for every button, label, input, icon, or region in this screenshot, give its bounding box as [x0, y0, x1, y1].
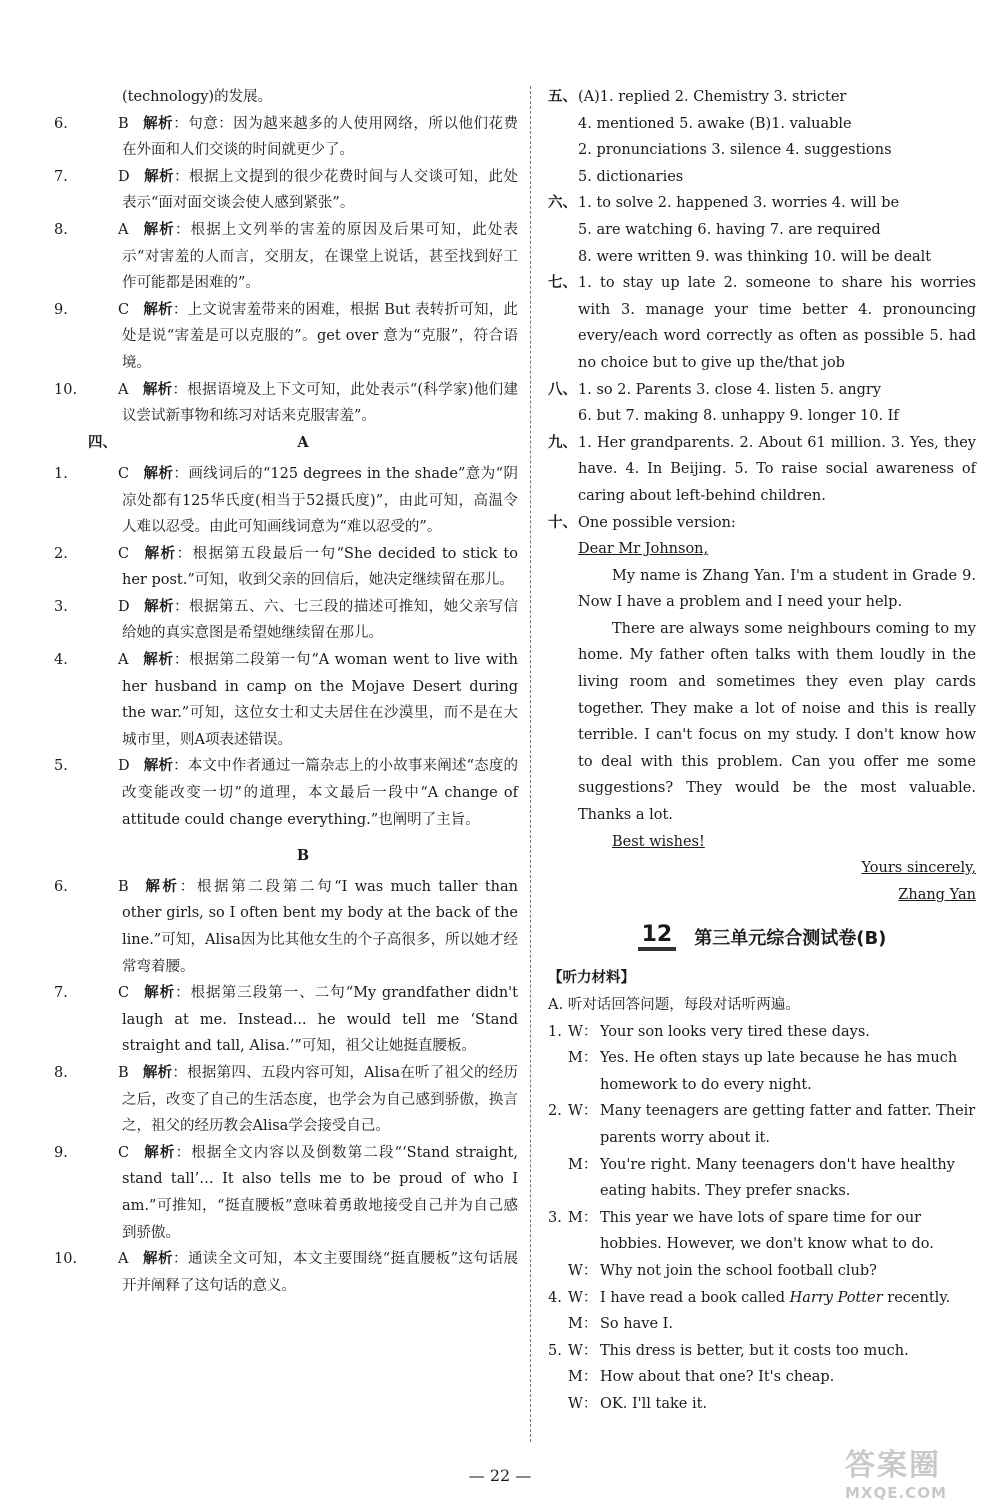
dialogue-text: This year we have lots of spare time for our hobbies. However, we don't know what to do. [600, 1209, 934, 1253]
answer-choice: C [118, 545, 130, 562]
letter-greeting: Dear Mr Johnson, [578, 541, 709, 558]
dialogue-text: OK. I'll take it. [600, 1395, 708, 1412]
section9 [548, 430, 976, 510]
speaker-label: W： [568, 1342, 598, 1359]
essay-intro: One possible version: [578, 514, 736, 531]
answer-number: 8. [54, 221, 68, 238]
answer-number: 9. [54, 301, 68, 318]
watermark-url: MXQE.COM [845, 1484, 947, 1502]
answer-number: 7. [54, 168, 68, 185]
answer-item [88, 84, 518, 111]
answer-choice: C [118, 465, 130, 482]
dialogue-text: So have I. [600, 1316, 673, 1333]
answer-number: 5. [54, 758, 68, 775]
section7-label: 七、 [548, 274, 577, 292]
answer-item [54, 1140, 518, 1246]
dialogue-number [548, 1045, 568, 1098]
answer-choice: A [118, 221, 129, 238]
dialogue-line [548, 1205, 976, 1258]
answer-text: ：根据全文内容以及倒数第二段“‘Stand straight, stand tall’… It also tells me to be proud of who I am.”可推知，“挺直腰板”意味着勇敢地接受自己并为自己感到骄傲。 [122, 1144, 518, 1241]
answer-item [54, 217, 519, 297]
answer-item [54, 753, 518, 833]
answer-text: ：根据第五、六、七三段的描述可推知，她父亲写信给她的真实意图是希望她继续留在那儿。 [122, 598, 519, 642]
dialogue-number [548, 1364, 568, 1391]
section6-line: 8. were written 9. was thinking 10. will be dealt [578, 248, 932, 265]
answer-choice: A [118, 652, 129, 669]
speaker-label: M： [568, 1316, 598, 1333]
listening-header: 【听力材料】 [548, 970, 635, 987]
section5 [548, 84, 976, 190]
test-number-badge: 12 [638, 922, 677, 951]
letter-signoff: Yours sincerely, [861, 860, 976, 877]
explanation-label: 解析 [142, 1063, 173, 1081]
answer-item [54, 647, 519, 753]
answer-text: ：根据第二段第二句“I was much taller than other girls, so I often bent my body at the back of the line.”可知，Alisa因为比其他女生的个子高很多，所以她才经常弯着腰。 [122, 878, 519, 975]
dialogue-line [548, 1152, 976, 1205]
answer-item [54, 874, 519, 980]
part-a-answers [54, 461, 519, 833]
answer-choice: A [118, 381, 129, 398]
dialogue-text: Your son looks very tired these days. [600, 1023, 870, 1040]
page-number: — 22 — [468, 1466, 532, 1485]
dialogue-number [548, 1258, 568, 1285]
section3-answers [54, 84, 519, 430]
answer-item [54, 461, 518, 541]
explanation-label: 解析 [142, 220, 175, 238]
test-title: 第三单元综合测试卷(B) [694, 927, 887, 949]
section6-line: 1. to solve 2. happened 3. worries 4. will be [578, 195, 900, 212]
dialogue-line [548, 1311, 976, 1338]
section8-label: 八、 [548, 380, 577, 398]
speaker-label: W： [568, 1395, 598, 1412]
explanation-label: 解析 [143, 544, 177, 562]
dialogue-text: Why not join the school football club? [600, 1262, 877, 1279]
dialogue-text: I have read a book called Harry Potter recently. [600, 1289, 951, 1306]
explanation-label: 解析 [142, 380, 173, 398]
explanation-label: 解析 [142, 877, 180, 895]
dialogue-number: 2. [548, 1103, 562, 1120]
explanation-label: 解析 [143, 757, 174, 775]
explanation-label: 解析 [143, 984, 176, 1002]
section4-label: 四、 [88, 433, 117, 451]
answer-item [54, 111, 519, 164]
dialogue-number: 5. [548, 1342, 562, 1359]
section7 [548, 270, 976, 376]
dialogue-number: 3. [548, 1209, 562, 1226]
answer-item [54, 377, 518, 430]
speaker-label: M： [568, 1209, 598, 1226]
section6-line: 5. are watching 6. having 7. are required [578, 221, 881, 238]
answer-text: ：句意：因为越来越多的人使用网络，所以他们花费在外面和人们交谈的时间就更少了。 [122, 115, 519, 159]
answer-choice: D [118, 168, 130, 185]
answer-number: 7. [54, 985, 68, 1002]
dialogue-line [548, 1019, 976, 1046]
listening-instruction: A. 听对话回答问题，每段对话听两遍。 [548, 997, 800, 1013]
section5-line: 4. mentioned 5. awake (B)1. valuable [578, 115, 852, 132]
part-b-answers [54, 874, 519, 1300]
answer-number: 2. [54, 545, 68, 562]
speaker-label: W： [568, 1103, 598, 1120]
dialogue-line [548, 1258, 976, 1285]
dialogue-number [548, 1152, 568, 1205]
explanation-label: 解析 [143, 464, 174, 482]
answer-text: ：根据语境及上下文可知，此处表示“(科学家)他们建议尝试新事物和练习对话来克服害羞”。 [122, 381, 518, 425]
section5-line: 2. pronunciations 3. silence 4. suggestions [578, 142, 892, 159]
answer-number: 4. [54, 652, 68, 669]
dialogue-text: You're right. Many teenagers don't have healthy eating habits. They prefer snacks. [600, 1156, 955, 1200]
section8-line: 1. so 2. Parents 3. close 4. listen 5. angry [578, 381, 882, 398]
section6-label: 六、 [548, 194, 577, 212]
answer-choice: B [118, 1064, 129, 1081]
section5-line: 5. dictionaries [578, 168, 684, 185]
answer-item [54, 1246, 519, 1299]
answer-item [54, 164, 519, 217]
answer-choice: C [118, 1144, 130, 1161]
dialogue-number [548, 1391, 568, 1418]
right-column [548, 84, 976, 1418]
answer-text: ：根据第四、五段内容可知，Alisa在听了祖父的经历之后，改变了自己的生活态度，也学会为自己感到骄傲，换言之，祖父的经历教会Alisa学会接受自己。 [122, 1064, 518, 1135]
test-heading [548, 922, 976, 951]
answer-item [54, 541, 518, 594]
answer-item [54, 980, 518, 1060]
answer-text: ：画线词后的“125 degrees in the shade”意为“阴凉处都有125华氏度(相当于52摄氏度)”，由此可知，高温令人难以忍受。由此可知画线词意为“难以忍受的”。 [122, 465, 518, 536]
dialogue-line [548, 1045, 976, 1098]
part-b-heading: B [296, 847, 310, 865]
speaker-label: W： [568, 1289, 598, 1306]
watermark-text: 答案圈 [845, 1448, 941, 1483]
answer-item [54, 297, 518, 377]
answer-text: ：根据第二段第一句“A woman went to live with her husband in camp on the Mojave Desert during the war.”可知，这位女士和丈夫居住在沙漠里，而不是在大城市里，则A项表述错误。 [122, 652, 519, 748]
answer-text: ：根据第三段第一、二句“My grandfather didn't laugh at me. Instead... he would tell me ‘Stand straight and tall, Alisa.’”可知，祖父让她挺直腰板。 [122, 985, 518, 1055]
left-column [54, 84, 519, 1299]
answer-number: 10. [54, 381, 78, 398]
letter-signature: Zhang Yan [898, 886, 976, 903]
explanation-label: 解析 [143, 167, 175, 185]
explanation-label: 解析 [142, 651, 174, 669]
section8-line: 6. but 7. making 8. unhappy 9. longer 10. If [578, 408, 899, 425]
dialogue-line [548, 1364, 976, 1391]
explanation-label: 解析 [143, 597, 175, 615]
dialogue-number: 1. [548, 1023, 562, 1040]
letter-closing: Best wishes! [612, 833, 705, 850]
speaker-label: W： [568, 1262, 598, 1279]
letter-paragraph: My name is Zhang Yan. I'm a student in Grade 9. Now I have a problem and I need your help. [578, 567, 976, 611]
answer-text: ：根据上文提到的很少花费时间与人交谈可知，此处表示“面对面交谈会使人感到紧张”。 [122, 168, 519, 212]
dialogue-text: This dress is better, but it costs too much. [600, 1342, 909, 1359]
answer-choice: A [118, 1251, 129, 1268]
explanation-label: 解析 [142, 114, 174, 132]
letter-paragraph: There are always some neighbours coming to my home. My father often talks with them loudly in the living room and sometimes they even play cards together. They make a lot of noise and this is really terrible. I can't focus on my study. I don't know how to deal with this problem. Can you offer me some suggestions? They would be the most valuable. Thanks a lot. [578, 620, 976, 824]
answer-number: 10. [54, 1251, 78, 1268]
watermark-logo [845, 1440, 985, 1504]
speaker-label: M： [568, 1050, 598, 1067]
dialogue-line [548, 1391, 976, 1418]
answer-item [54, 1060, 518, 1140]
answer-choice: C [118, 301, 130, 318]
explanation-label: 解析 [143, 1143, 176, 1161]
answer-number: 6. [54, 878, 68, 895]
answer-number: 3. [54, 598, 68, 615]
answer-number: 6. [54, 115, 68, 132]
dialogue-line [548, 1285, 976, 1312]
section5-label: 五、 [548, 88, 577, 105]
section9-label: 九、 [548, 433, 577, 451]
dialogue-text: How about that one? It's cheap. [600, 1369, 835, 1386]
section10-label: 十、 [548, 513, 577, 531]
dialogue-line [548, 1338, 976, 1365]
column-divider [530, 86, 531, 1442]
answer-choice: B [118, 115, 129, 132]
answer-text: ：根据上文列举的害羞的原因及后果可知，此处表示“对害羞的人而言，交朋友，在课堂上说话，甚至找到好工作可能都是困难的”。 [122, 221, 519, 292]
speaker-label: M： [568, 1156, 598, 1173]
answer-number: 9. [54, 1144, 68, 1161]
answer-number: 8. [54, 1064, 68, 1081]
dialogue-line [548, 1098, 976, 1151]
answer-text: ：通读全文可知，本文主要围绕“挺直腰板”这句话展开并阐释了这句话的意义。 [122, 1251, 519, 1294]
section8 [548, 377, 976, 430]
part-a-heading: A [297, 434, 309, 452]
section10 [548, 510, 976, 909]
section7-text: 1. to stay up late 2. someone to share his worries with 3. manage your time better 4. pronouncing every/each word correctly as often as possible 5. had no choice but to give up the/that job [578, 275, 976, 371]
speaker-label: M： [568, 1369, 598, 1386]
section5-line: (A)1. replied 2. Chemistry 3. stricter [578, 89, 847, 105]
answer-text: ：上文说害羞带来的困难，根据 But 表转折可知，此处是说“害羞是可以克服的”。get over 意为“克服”，符合语境。 [122, 301, 518, 371]
answer-item [54, 594, 519, 647]
answer-choice: C [118, 985, 130, 1002]
dialogue-text: Many teenagers are getting fatter and fatter. Their parents worry about it. [600, 1103, 976, 1146]
answer-text: (technology)的发展。 [122, 89, 273, 105]
explanation-label: 解析 [142, 1250, 173, 1268]
section6 [548, 190, 976, 270]
answer-choice: D [118, 758, 130, 775]
answer-text: ：根据第五段最后一句“She decided to stick to her post.”可知，收到父亲的回信后，她决定继续留在那儿。 [122, 545, 518, 589]
dialogue-number [548, 1311, 568, 1338]
answer-choice: B [118, 878, 129, 895]
answer-text: ：本文中作者通过一篇杂志上的小故事来阐述“态度的改变能改变一切”的道理，本文最后一段中“A change of attitude could change everything.”也阐明了主旨。 [122, 758, 518, 828]
dialogue-text: Yes. He often stays up late because he has much homework to do every night. [600, 1050, 958, 1093]
section9-text: 1. Her grandparents. 2. About 61 million. 3. Yes, they have. 4. In Beijing. 5. To raise social awareness of caring about left-behind children. [578, 434, 976, 504]
explanation-label: 解析 [143, 300, 173, 318]
dialogue-number: 4. [548, 1289, 562, 1306]
speaker-label: W： [568, 1023, 598, 1040]
answer-choice: D [118, 598, 130, 615]
listening-dialogues [548, 1019, 976, 1418]
answer-number: 1. [54, 465, 68, 482]
